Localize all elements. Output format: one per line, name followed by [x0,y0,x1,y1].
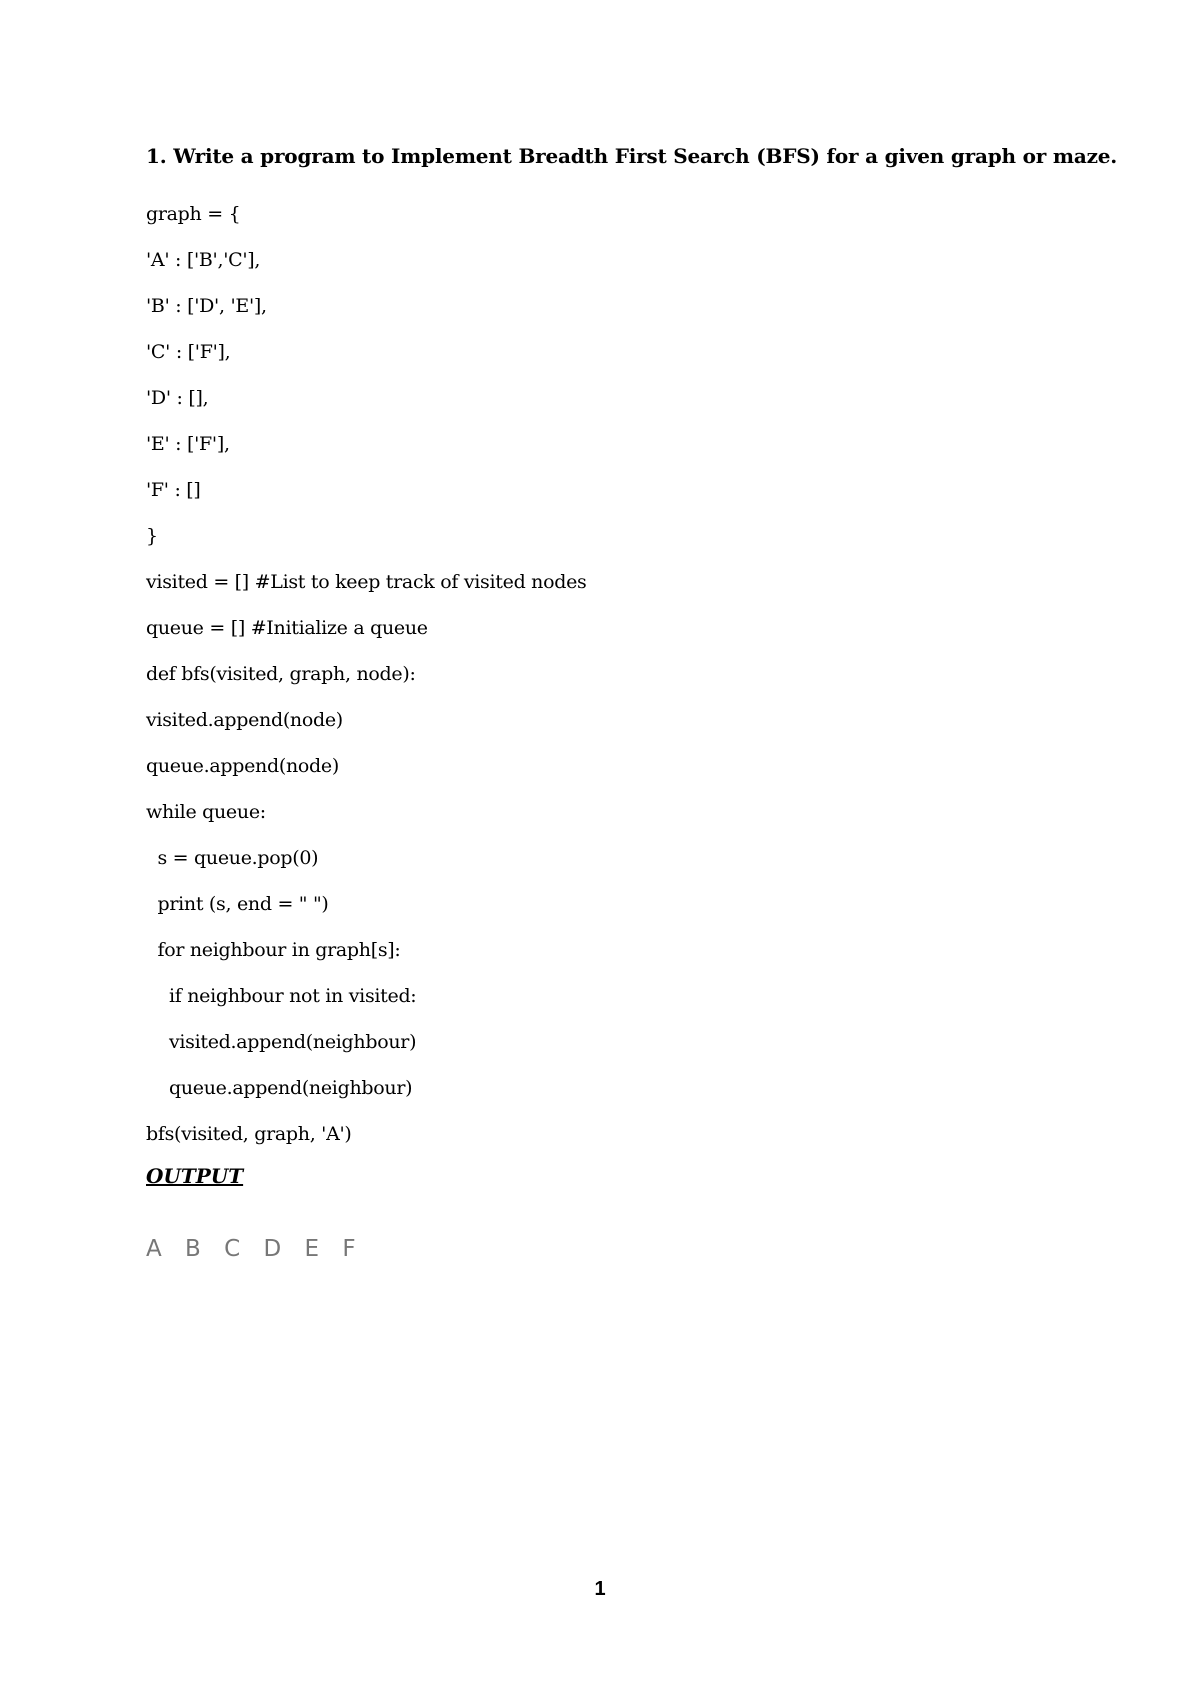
code-line: 'F' : [] [146,479,201,501]
code-line: 'C' : ['F'], [146,341,231,363]
code-line: visited.append(neighbour) [146,1031,417,1053]
code-line: 'A' : ['B','C'], [146,249,261,271]
output-label: OUTPUT [146,1164,244,1188]
code-line: } [146,525,158,547]
code-line: queue.append(node) [146,755,339,777]
output-result: A B C D E F [146,1236,360,1262]
code-line: 'E' : ['F'], [146,433,230,455]
exercise-heading: 1. Write a program to Implement Breadth First Search (BFS) for a given graph or maze. [146,144,1118,168]
code-line: if neighbour not in visited: [146,985,417,1007]
code-line: graph = { [146,203,241,225]
code-line: visited.append(node) [146,709,343,731]
code-line: visited = [] #List to keep track of visited nodes [146,571,587,593]
code-line: 'B' : ['D', 'E'], [146,295,267,317]
code-line: for neighbour in graph[s]: [146,939,401,961]
code-line: queue.append(neighbour) [146,1077,413,1099]
code-line: while queue: [146,801,266,823]
code-line: queue = [] #Initialize a queue [146,617,428,639]
page-number: 1 [594,1578,606,1600]
code-line: 'D' : [], [146,387,209,409]
code-line: bfs(visited, graph, 'A') [146,1123,352,1145]
code-line: s = queue.pop(0) [146,847,319,869]
code-line: print (s, end = " ") [146,893,329,915]
code-line: def bfs(visited, graph, node): [146,663,416,685]
